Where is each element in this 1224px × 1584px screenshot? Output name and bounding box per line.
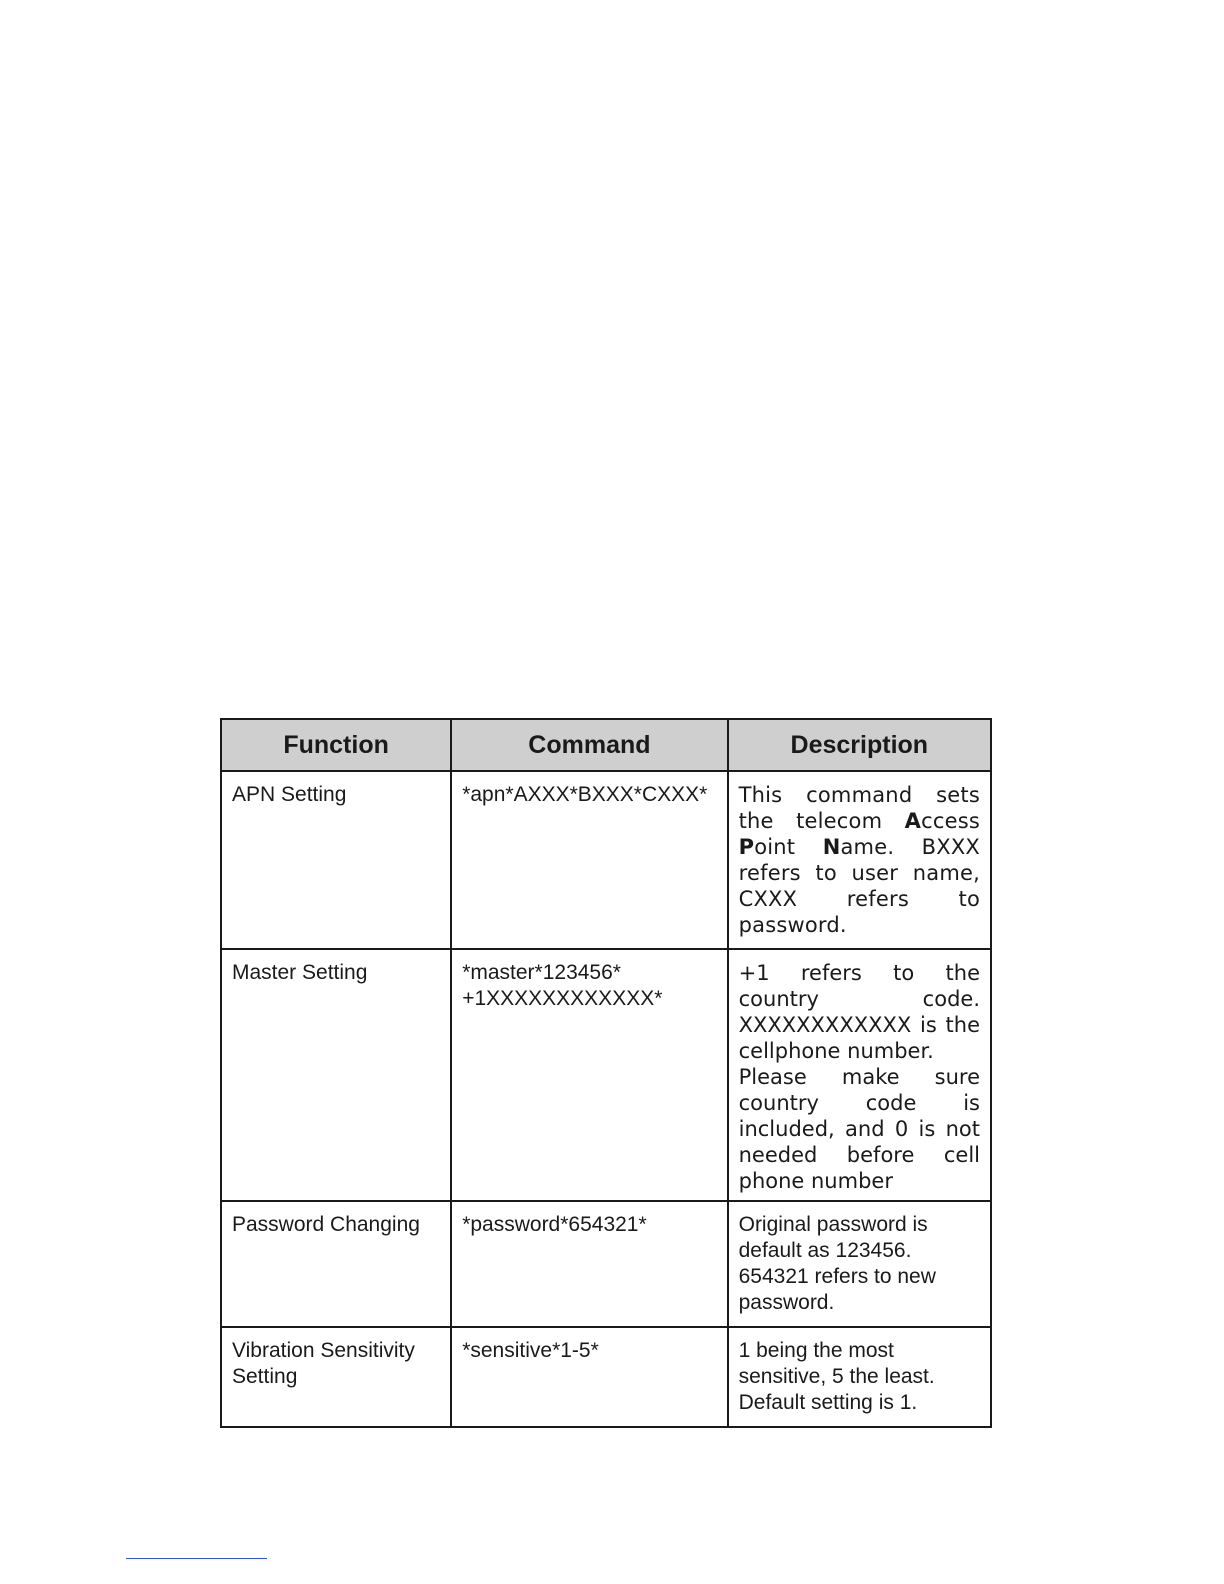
command-cell: *apn*AXXX*BXXX*CXXX* xyxy=(451,771,727,949)
table-header-row xyxy=(221,719,991,771)
description-cell xyxy=(728,771,991,949)
table-row xyxy=(221,949,991,1201)
description-text: ame. BXXX refers to user name, CXXX refers to password. xyxy=(738,835,981,937)
bold-letter-p: P xyxy=(738,835,755,859)
header-command: Command xyxy=(451,719,727,771)
function-cell: Vibration Sensitivity Setting xyxy=(221,1327,451,1427)
command-cell xyxy=(451,949,727,1201)
header-function: Function xyxy=(221,719,451,771)
function-cell: APN Setting xyxy=(221,771,451,949)
header-description: Description xyxy=(728,719,991,771)
table-row xyxy=(221,1201,991,1327)
command-cell: *password*654321* xyxy=(451,1201,727,1327)
description-text: ccess xyxy=(921,809,980,833)
command-line: +1XXXXXXXXXXXX* xyxy=(462,987,663,1010)
function-cell: Master Setting xyxy=(221,949,451,1201)
command-cell: *sensitive*1-5* xyxy=(451,1327,727,1427)
footnote-divider xyxy=(126,1558,267,1559)
description-text: This command sets the telecom xyxy=(738,783,980,833)
command-table xyxy=(220,718,992,1428)
description-text: +1 refers to the country code. XXXXXXXXXXXX is the cellphone number. xyxy=(738,961,980,1063)
description-cell: Original password is default as 123456. 654321 refers to new password. xyxy=(728,1201,991,1327)
table-row xyxy=(221,771,991,949)
bold-letter-a: A xyxy=(904,809,922,833)
description-cell xyxy=(728,949,991,1201)
command-line: *master*123456* xyxy=(462,961,621,984)
description-text: oint xyxy=(754,835,823,859)
function-cell: Password Changing xyxy=(221,1201,451,1327)
table-row xyxy=(221,1327,991,1427)
bold-letter-n: N xyxy=(822,835,841,859)
description-text: Please make sure country code is included, and 0 is not needed before cell phone number xyxy=(738,1065,980,1193)
description-cell: 1 being the most sensitive, 5 the least. Default setting is 1. xyxy=(728,1327,991,1427)
